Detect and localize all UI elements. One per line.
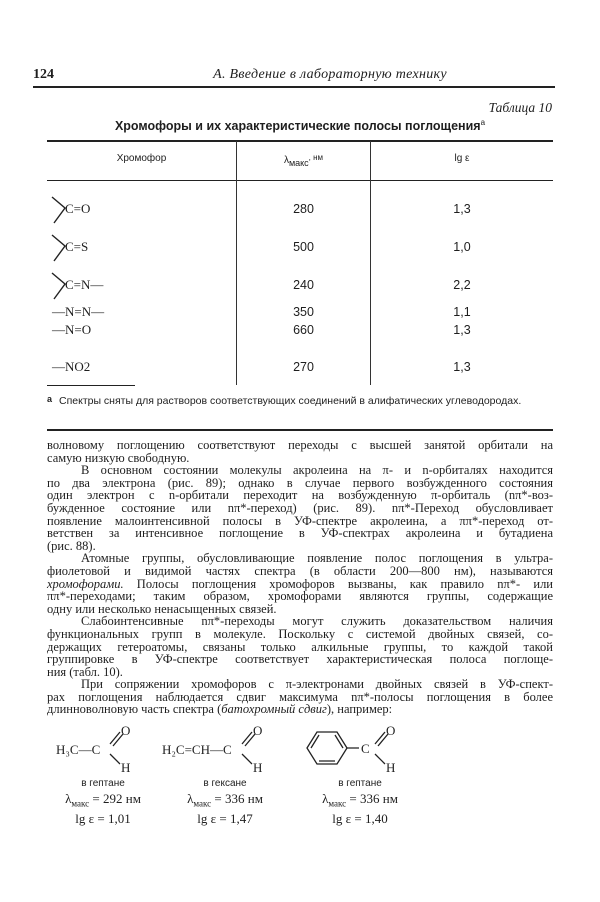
text-segment: бужденное состояние или nπ*-переход) (рис. 89). nπ*-Переход обусловливает: [47, 500, 553, 515]
lg-epsilon-value: 1,1: [453, 305, 471, 319]
text-segment: Полосы поглощения хромофоров вызваны, как правило nπ*- или: [123, 576, 553, 591]
svg-text:H: H: [121, 760, 131, 772]
text-segment: рах поглощения наблюдается сдвиг максимума nπ*-полосы поглощения в более: [47, 689, 553, 704]
text-segment: Слабоинтенсивные nπ*-переходы могут служить доказательством наличия: [81, 614, 553, 629]
running-title: А. Введение в лабораторную технику: [213, 67, 447, 82]
text-segment: ния (табл. 10).: [47, 664, 123, 679]
solvent: в гептане: [81, 778, 125, 789]
lambda-value: 660: [293, 323, 314, 337]
lambda-symbol: λ: [283, 155, 289, 166]
text-segment: функциональных групп в молекуле. Поскольку с системой двойных связей, со-: [47, 626, 553, 641]
svg-text:O: O: [386, 723, 396, 738]
text-segment: самую низкую свободную.: [47, 450, 190, 465]
svg-text:H: H: [253, 760, 263, 772]
footnote-text: Спектры сняты для растворов соответствующих соединений в алифатических углеводородах.: [59, 395, 522, 407]
example-benzaldehyde: [295, 722, 425, 827]
footnote-ref: a: [480, 118, 486, 127]
text-segment: (рис. 88).: [47, 538, 96, 553]
svg-text:O: O: [253, 723, 263, 738]
footnote-mark: a: [47, 394, 53, 404]
lambda-value: 240: [293, 278, 314, 292]
lg-epsilon: lg ε = 1,40: [332, 810, 388, 826]
text-segment: волновому поглощению соответствуют переходы с высшей занятой орбитали на: [47, 438, 553, 452]
lg-epsilon-value: 1,3: [453, 323, 471, 337]
italic-term: хромофорами.: [47, 576, 124, 591]
chromophore-label: C=S: [65, 239, 89, 254]
italic-term: батохромный сдвиг: [221, 702, 327, 717]
header-rule: [33, 86, 555, 88]
svg-text:H₂C=CH—C: H₂C=CH—C: [162, 742, 232, 757]
chromophore-label: —N=N—: [52, 304, 105, 319]
table-title: [47, 118, 553, 133]
table-header-rule: [47, 180, 553, 181]
svg-text:H₃C—C: H₃C—C: [56, 742, 101, 757]
chromophore-label: C=N—: [65, 277, 104, 292]
text-segment: один электрон с n-орбитали переходит на возбужденную π-орбиталь (nπ*-воз-: [47, 488, 553, 503]
lambda-max: $\lambda_{макс} = 292$ нм: [65, 791, 141, 809]
header-chromophore: Хромофор: [116, 153, 167, 164]
text-segment: Атомные группы, обусловливающие появление полос поглощения в ультра-: [81, 551, 553, 566]
svg-text:H: H: [386, 760, 396, 772]
lg-epsilon-value: 1,3: [453, 202, 471, 216]
lg-epsilon-value: 1,3: [453, 360, 471, 374]
lg-epsilon: lg ε = 1,47: [197, 810, 253, 826]
table-number: Таблица 10: [488, 100, 552, 115]
lambda-value: 280: [293, 202, 314, 216]
lambda-max: $\lambda_{макс} = 336$ нм: [322, 791, 398, 809]
footnote-rule: [47, 429, 553, 431]
example-acetaldehyde: [48, 722, 158, 827]
text-segment: В основном состоянии молекулы акролеина на π- и n-орбиталях находится: [81, 463, 553, 478]
svg-text:O: O: [121, 723, 131, 738]
lg-epsilon-value: 2,2: [453, 278, 471, 292]
lambda-value: 270: [293, 360, 314, 374]
chromophore-label: —N=O: [52, 322, 92, 337]
text-line: [47, 527, 553, 540]
table-top-rule: [47, 140, 553, 142]
header-lambda: [237, 153, 370, 168]
chromophore-label: —NO2: [52, 359, 91, 374]
text-segment: длинноволновую часть спектра (: [47, 702, 222, 717]
lambda-unit: , нм: [308, 153, 324, 162]
text-segment: группировке в УФ-спектре соответствует характеристическая полоса поглоще-: [47, 652, 553, 667]
lambda-max: $\lambda_{макс} = 336$ нм: [187, 791, 263, 809]
table-title-text: Хромофоры и их характеристические полосы поглощения: [114, 119, 481, 134]
text-segment: одну или несколько ненасыщенных связей.: [47, 601, 277, 616]
column-divider: [236, 141, 237, 385]
chromophore-label: C=O: [65, 201, 91, 216]
column-divider: [370, 141, 371, 385]
header-lg-epsilon: lg ε: [454, 153, 470, 164]
solvent: в гексане: [203, 778, 247, 789]
acrolein-structure: [160, 722, 290, 772]
svg-text:C: C: [361, 741, 370, 756]
body-text: [47, 439, 553, 716]
text-segment: ), например:: [326, 702, 393, 717]
page-number: 124: [33, 67, 54, 82]
lambda-value: 500: [293, 240, 314, 254]
lg-epsilon: lg ε = 1,01: [75, 810, 131, 826]
lambda-subscript: макс: [288, 158, 309, 168]
text-segment: фиолетовой и видимой частях спектра (в области 200—800 нм), называются: [47, 563, 553, 578]
text-segment: ππ*-переходами; таким образом, хромофорами являются группы, содержащие: [47, 589, 553, 604]
table-footnote: [47, 395, 553, 408]
acetaldehyde-structure: [48, 722, 158, 772]
text-segment: ветствен за интенсивное поглощение в УФ-спектрах акролеина и бутадиена: [47, 526, 553, 541]
example-acrolein: [160, 722, 290, 827]
text-segment: по два электрона (рис. 89); однако в случае первого возбужденного состояния: [47, 475, 553, 490]
benzaldehyde-structure: [295, 722, 425, 772]
table-bottom-rule: [47, 385, 135, 386]
text-segment: держащих гетероатомы, связаны только алкильные группы, то каждой такой: [47, 639, 553, 654]
text-segment: появление малоинтенсивной полосы в УФ-спектре акролеина, а ππ*-переход от-: [47, 513, 553, 528]
solvent: в гептане: [338, 778, 382, 789]
text-line: [47, 703, 553, 716]
lambda-value: 350: [293, 305, 314, 319]
lg-epsilon-value: 1,0: [453, 240, 471, 254]
text-segment: При сопряжении хромофоров с π-электронами двойных связей в УФ-спект-: [81, 677, 553, 692]
